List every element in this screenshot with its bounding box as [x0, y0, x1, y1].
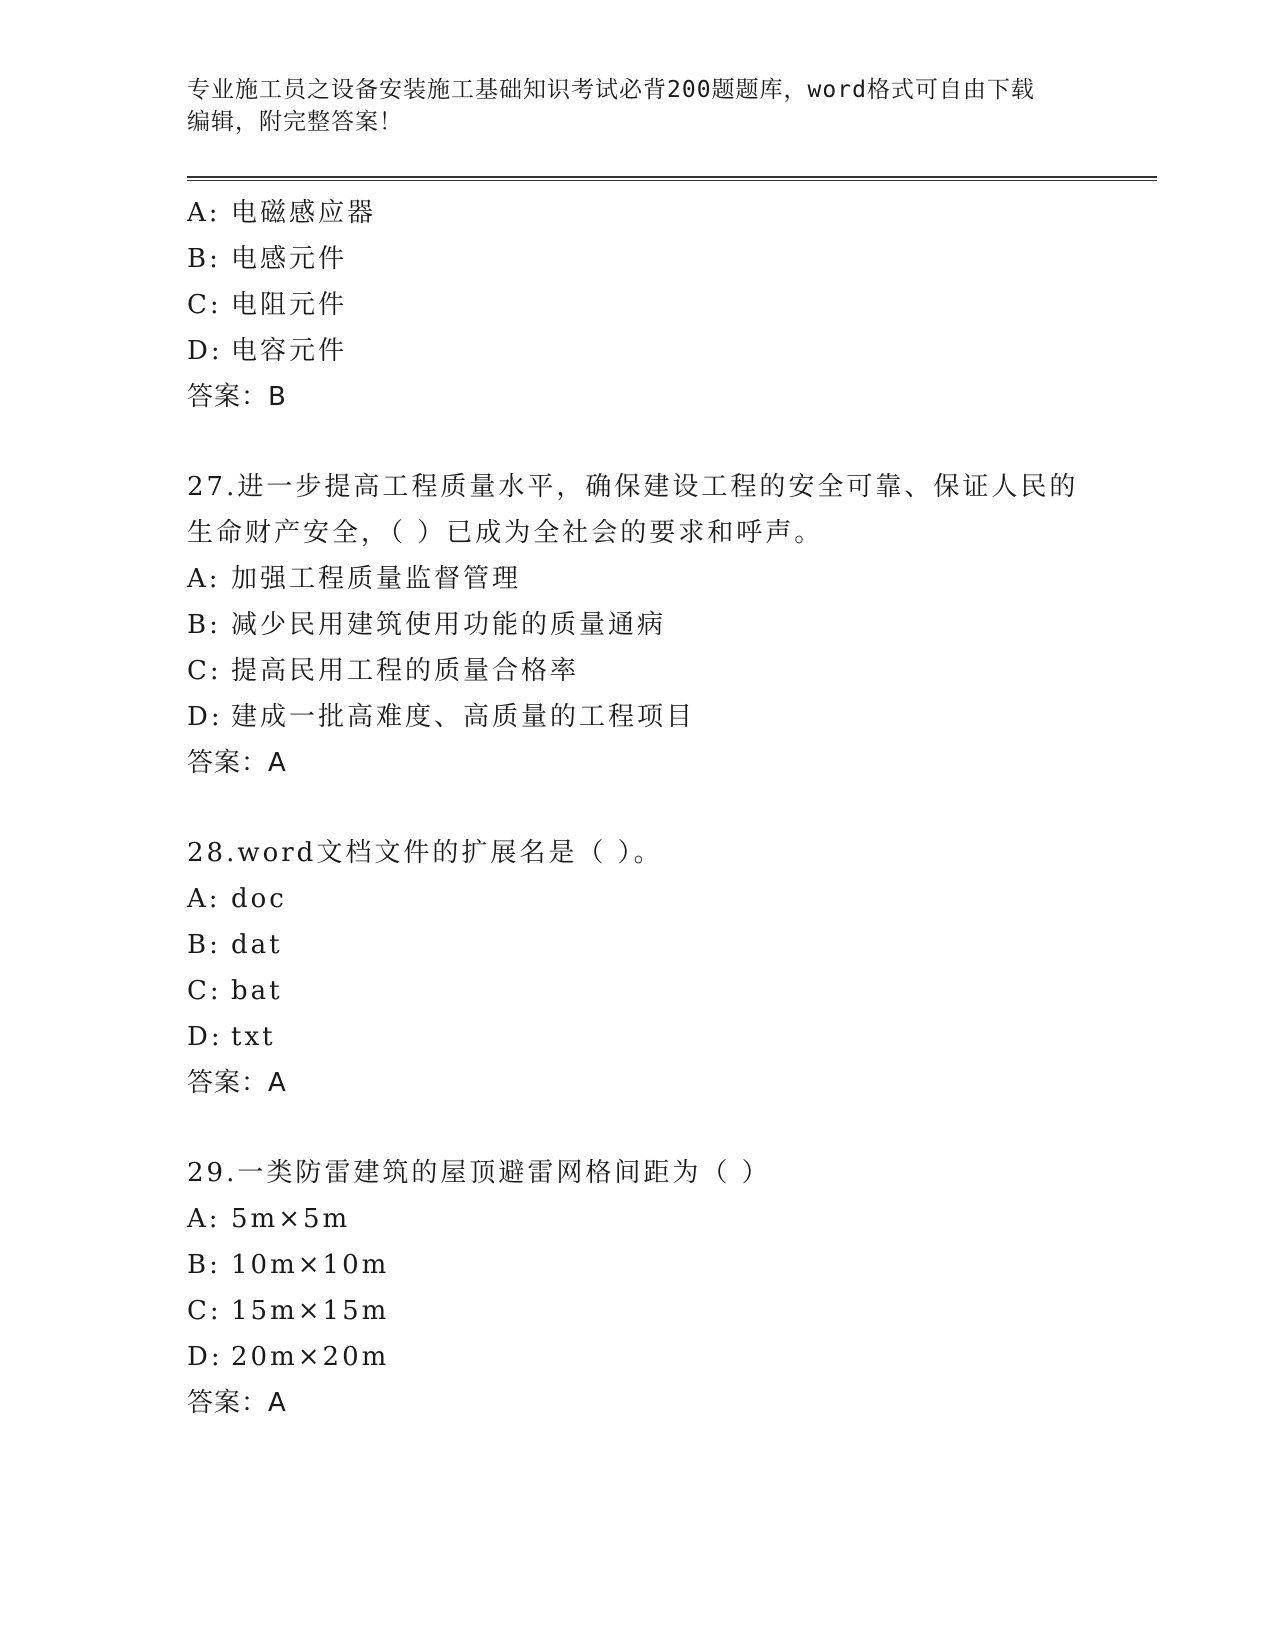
option-a: A: doc [187, 884, 287, 914]
answer: 答案：A [187, 1388, 287, 1418]
option-c: C: bat [187, 976, 283, 1006]
question-28 [187, 830, 1147, 1106]
option-b: B: 10m×10m [187, 1250, 390, 1280]
header-line-2: 编辑，附完整答案！ [187, 109, 403, 135]
option-d: D: 建成一批高难度、高质量的工程项目 [187, 702, 696, 732]
option-b: B: 电感元件 [187, 244, 348, 274]
question-29 [187, 1150, 1147, 1426]
answer: 答案：A [187, 748, 287, 778]
answer: 答案：B [187, 382, 287, 412]
question-26 [187, 190, 1147, 420]
option-b: B: 减少民用建筑使用功能的质量通病 [187, 610, 667, 640]
option-c: C: 15m×15m [187, 1296, 390, 1326]
option-d: D: 电容元件 [187, 336, 348, 366]
question-stem: 29.一类防雷建筑的屋顶避雷网格间距为（ ） [187, 1158, 771, 1188]
question-stem-continued: 生命财产安全，（ ）已成为全社会的要求和呼声。 [187, 518, 824, 548]
option-a: A: 5m×5m [187, 1204, 351, 1234]
question-stem: 27.进一步提高工程质量水平，确保建设工程的安全可靠、保证人民的 [187, 472, 1079, 502]
question-list [187, 190, 1147, 1426]
option-d: D: 20m×20m [187, 1342, 390, 1372]
option-a: A: 电磁感应器 [187, 198, 377, 228]
document-header [187, 74, 1087, 138]
option-a: A: 加强工程质量监督管理 [187, 564, 522, 594]
question-stem: 28.word文档文件的扩展名是（ ）。 [187, 838, 663, 868]
option-d: D: txt [187, 1022, 276, 1052]
option-c: C: 提高民用工程的质量合格率 [187, 656, 580, 686]
header-line-1: 专业施工员之设备安装施工基础知识考试必背200题题库，word格式可自由下载 [187, 77, 1035, 103]
option-b: B: dat [187, 930, 283, 960]
header-divider [187, 176, 1157, 181]
answer: 答案：A [187, 1068, 287, 1098]
question-27 [187, 464, 1147, 786]
option-c: C: 电阻元件 [187, 290, 348, 320]
